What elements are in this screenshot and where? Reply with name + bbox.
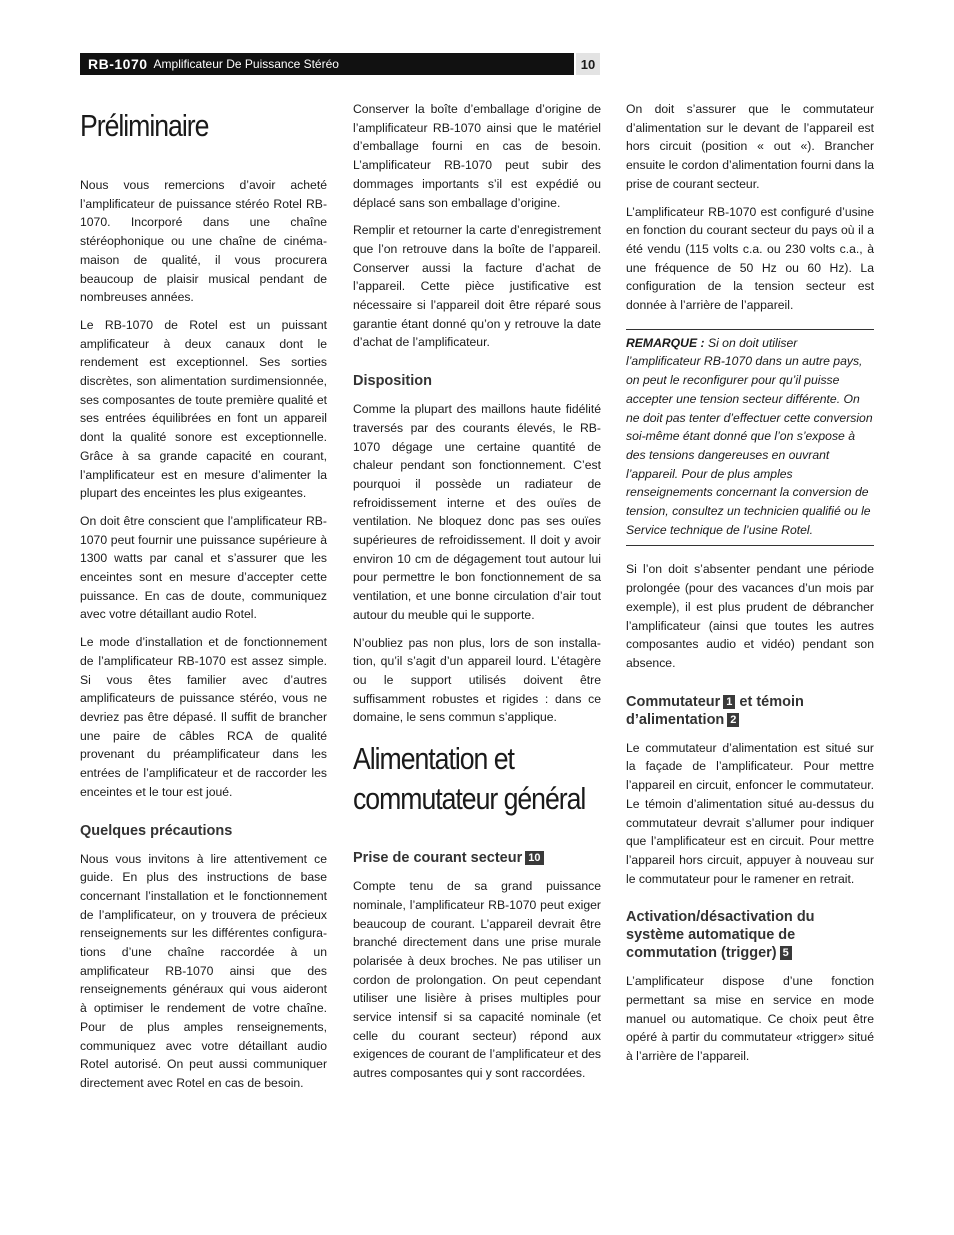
paragraph: Nous vous invitons à lire attentivement ce guide. En plus des instructions de base concernant l’installation et le fonctionnement de l’amplificateur, on y trouvera de précieux renseignements sur les différentes configura-tions d’une chaîne raccordée à un amplificateur RB-1070 ainsi que des renseignements généraux qui vous aideront à optimiser le rendement de votre chaîne. Pour de plus amples renseignements, communiquez avec votre détaillant audio Rotel autorisé. On peut aussi communiquer directement avec Rotel en cas de besoin. [80, 851, 327, 1090]
remark-box [626, 329, 874, 547]
paragraph: N’oubliez pas non plus, lors de son installa-tion, qu’il s’agit d’un appareil lourd. L’étagère ou le support utilisés doivent être suffisamment robustes et rigides : dans ce domaine, le sens commun s’applique. [353, 635, 601, 725]
paragraph: Nous vous remercions d’avoir acheté l’amplificateur de puissance stéréo Rotel RB-1070. Incorporé dans une chaîne stéréophonique ou une chaîne de cinéma-maison de qualité, il vous procurera beaucoup de plaisir musical pendant de nombreuses années. [80, 178, 327, 305]
heading-commutateur-a: Commutateur [626, 693, 721, 710]
paragraph: Si l’on doit s’absenter pendant une période prolongée (pour des vacances d’un mois par exemple), il est plus prudent de débrancher l’amplificateur (ainsi que toutes les autres composantes audio et vidéo) pendant son absence. [626, 562, 874, 670]
header-subtitle: Amplificateur De Puissance Stéréo [153, 57, 339, 71]
page-title: Préliminaire [80, 108, 209, 143]
paragraph: L’amplificateur dispose d’une fonction permettant sa mise en service en mode manuel ou automatique. Ce choix peut être opéré à partir du commutateur «trigger» situé à l’arrière de l’appareil. [626, 974, 874, 1064]
paragraph: Comme la plupart des maillons haute fidélité traversés par des courants élevés, le RB-1070 dégage une certaine quantité de chaleur pendant son fonctionnement. C’est pourquoi il possède un radiateur de refroidissement interne et des ouïes de ventilation. Ne bloquez donc pas ses ouïes supérieures de refroidissement. Il doit y avoir environ 10 cm de dégagement tout autour lui pour permettre le bon fonctionnement de sa ventilation, et une bonne circulation d’air tout autour du meuble qui le supporte. [353, 402, 601, 622]
paragraph: Conserver la boîte d’emballage d’origine de l’amplificateur RB-1070 ainsi que le matériel d’emballage fourni en cas de besoin. L’amplificateur RB-1070 peut subir des dommages importants s’il est expédié ou déplacé sans son emballage d’origine. [353, 102, 601, 210]
heading-commutateur-b: et témoin d’alimentation [626, 693, 804, 728]
page-header [80, 53, 600, 75]
remark-text: Si on doit utiliser l’amplificateur RB-1070 dans un autre pays, on peut le reconfigurer pour qu’il puisse accepter une tension secteur différente. On ne doit pas tenter d’effectuer cette conversion soi-même étant donné que l’on s’expose à des tensions dangereuses en ouvrant l’appareil. Pour de plus amples renseignements concernant la conversion de tension, consultez un technicien qualifié ou le Service technique de l’usine Rotel. [626, 335, 873, 537]
paragraph: Remplir et retourner la carte d’enregistrement que l’on retrouve dans la boîte de l’appareil. Conserver aussi la facture d’achat de l’appareil. Cette pièce justificative est nécessaire si l’appareil doit être réparé sous garantie étant donné qu’on y retrouve la date d’achat de l’amplificateur. [353, 223, 601, 350]
remark-label: REMARQUE : [626, 335, 705, 350]
paragraph: L’amplificateur RB-1070 est configuré d’usine en fonction du courant secteur du pays où il a été vendu (115 volts c.a. ou 230 volts c.a., à une fréquence de 50 Hz ou 60 Hz). La configuration de la tension secteur est donnée à l’arrière de l’appareil. [626, 204, 874, 313]
heading-commutateur [626, 693, 874, 729]
heading-precautions: Quelques précautions [80, 822, 233, 839]
column-3 [626, 100, 874, 1075]
paragraph: Compte tenu de sa grand puissance nominale, l’amplificateur RB-1070 peut exiger beaucoup de courant. L’appareil devrait être branché directement dans une prise murale polarisée à deux broches. Ne pas utiliser un cordon de prolongation. On peut cependant utiliser une lisière à prises multiples pour service intensif si sa capacité nominale (et celle du courant secteur) répond aux exigences de courant de l’amplificateur et des autres composantes qui y sont raccordées. [353, 879, 601, 1081]
badge-5: 5 [780, 946, 792, 960]
section-title-alimentation: Alimentation et commutateur général [353, 741, 586, 817]
paragraph: Le RB-1070 de Rotel est un puissant amplificateur à deux canaux dont le rendement est exceptionnel. Ses sorties discrètes, son alimentation surdimensionnée, ses composantes de toute première qualité et ses entrées équilibrées en font un appareil dont la qualité sonore est exceptionnelle. Grâce à sa grande capacité en courant, l’amplificateur est en mesure d’alimenter la plupart des enceintes les plus exigeantes. [80, 317, 327, 501]
paragraph: Le mode d’installation et de fonctionnement de l’amplificateur RB-1070 est assez simple. Si vous êtes familier avec d’autres amplificateurs de puissance stéréo, vous ne devriez pas être dépasé. Il suffit de brancher une paire de câbles RCA de qualité provenant du préamplificateur dans les entrées de l’amplificateur et de raccorder les enceintes et le tour est joué. [80, 635, 327, 799]
badge-2: 2 [727, 713, 739, 727]
heading-activation [626, 908, 874, 962]
heading-activation-text: Activation/désactivation du système automatique de commutation (trigger) [626, 909, 815, 962]
model-name: RB-1070 [88, 56, 148, 72]
paragraph: Le commutateur d’alimentation est situé sur la façade de l’amplificateur. Pour mettre l’appareil en circuit, enfoncer le commutateur. Le témoin d’alimentation situé au-dessus du commutateur devrait s’allumer pour indiquer que l’amplificateur est en circuit. Pour mettre l’appareil hors circuit, appuyer à nouveau sur le commutateur pour le ramener en retrait. [626, 740, 874, 886]
heading-disposition: Disposition [353, 373, 432, 390]
heading-prise-text: Prise de courant secteur [353, 850, 523, 867]
column-1 [80, 100, 327, 1102]
heading-prise [353, 849, 601, 867]
badge-10: 10 [525, 851, 543, 865]
page-number: 10 [576, 53, 600, 75]
column-2 [353, 100, 601, 1092]
badge-1: 1 [723, 695, 735, 709]
header-bar [80, 53, 574, 75]
paragraph: On doit être conscient que l’amplificateur RB-1070 peut fournir une puissance supérieure à 1300 watts par canal et s’assurer que les enceintes sont en mesure d’accepter cette puissance. En cas de doute, communiquez avec votre détaillant audio Rotel. [80, 513, 327, 622]
paragraph: On doit s’assurer que le commutateur d’alimentation sur le devant de l’appareil est hors circuit (position « out «). Brancher ensuite le cordon d’alimentation fourni dans la prise de courant secteur. [626, 102, 874, 191]
